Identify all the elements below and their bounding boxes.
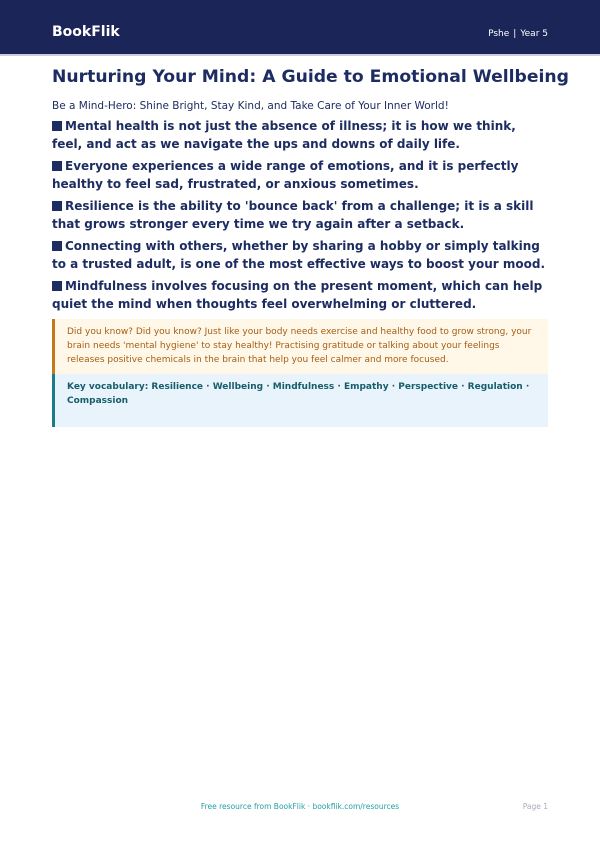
key-point-item	[52, 197, 548, 233]
key-point-text: Connecting with others, whether by sharing a hobby or simply talking to a trusted adult, is one of the most effective ways to boost your mood.	[52, 239, 546, 271]
did-you-know-callout: Did you know? Did you know? Just like your body needs exercise and healthy food to grow strong, your brain needs 'mental hygiene' to stay healthy! Practising gratitude or talking about your feelings releases positive chemicals in the brain that help you feel calmer and more focused.	[52, 319, 548, 374]
page-number: Page 1	[522, 802, 548, 811]
key-point-item	[52, 277, 548, 313]
brand-logo-text[interactable]: BookFlik	[52, 24, 120, 40]
page-title: Nurturing Your Mind: A Guide to Emotional Wellbeing	[52, 67, 569, 87]
square-bullet-icon	[52, 281, 62, 291]
square-bullet-icon	[52, 161, 62, 171]
key-point-text: Mental health is not just the absence of illness; it is how we think, feel, and act as we navigate the ups and downs of daily life.	[52, 119, 516, 151]
header-bar	[0, 0, 600, 56]
document-body	[52, 66, 569, 427]
key-vocabulary-box: Key vocabulary: Resilience · Wellbeing · Mindfulness · Empathy · Perspective · Regulation · Compassion	[52, 374, 548, 427]
subject-label: Pshe	[488, 29, 510, 39]
key-point-text: Everyone experiences a wide range of emotions, and it is perfectly healthy to feel sad, frustrated, or anxious sometimes.	[52, 159, 519, 191]
key-point-text: Resilience is the ability to 'bounce back' from a challenge; it is a skill that grows stronger every time we try again after a setback.	[52, 199, 534, 231]
square-bullet-icon	[52, 201, 62, 211]
key-point-item	[52, 157, 548, 193]
year-label: Year 5	[520, 29, 548, 39]
square-bullet-icon	[52, 121, 62, 131]
header-meta	[488, 28, 548, 40]
key-point-item	[52, 237, 548, 273]
page-subtitle: Be a Mind-Hero: Shine Bright, Stay Kind, and Take Care of Your Inner World!	[52, 100, 449, 112]
key-point-item	[52, 117, 548, 153]
square-bullet-icon	[52, 241, 62, 251]
key-point-text: Mindfulness involves focusing on the present moment, which can help quiet the mind when thoughts feel overwhelming or cluttered.	[52, 279, 543, 311]
key-points-list	[52, 117, 548, 313]
footer-credit-link[interactable]: Free resource from BookFlik · bookflik.com/resources	[200, 802, 400, 811]
meta-separator: |	[513, 29, 517, 39]
